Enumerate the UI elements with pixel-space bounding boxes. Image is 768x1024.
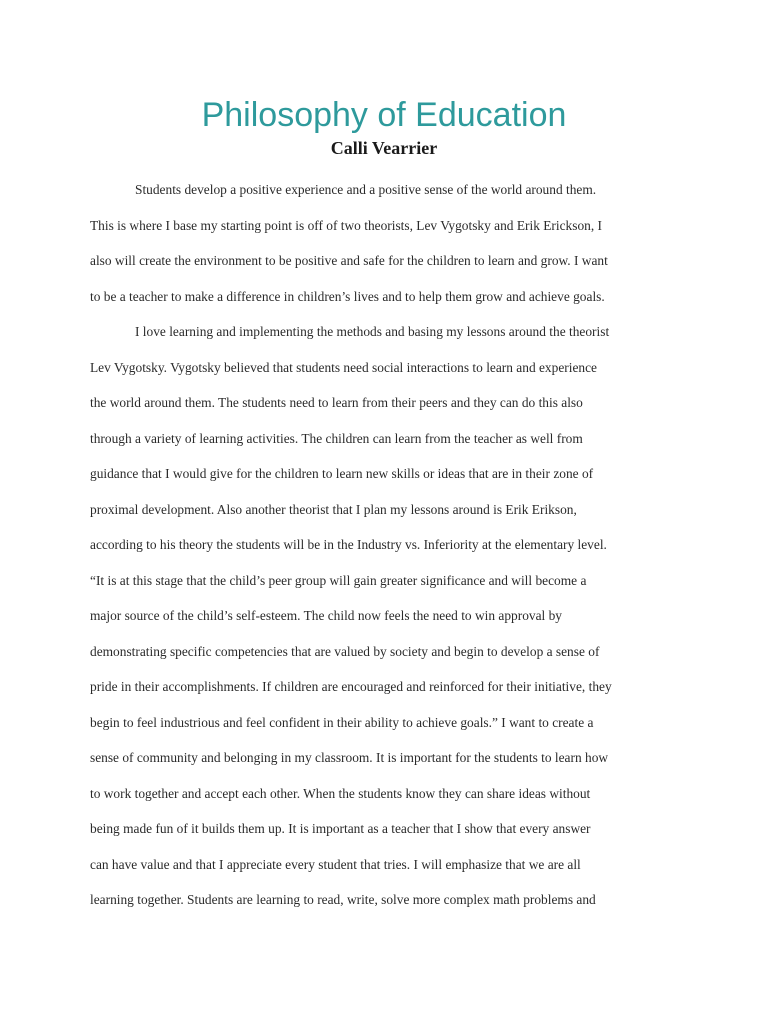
paragraph-2-line: to work together and accept each other. When the students know they can share ideas without — [90, 785, 591, 801]
paragraph-2-line: learning together. Students are learning to read, write, solve more complex math problems and — [90, 892, 596, 907]
paragraph-2-line: being made fun of it builds them up. It is important as a teacher that I show that every answer — [90, 821, 591, 836]
document-body — [90, 172, 680, 918]
paragraph-1-line: also will create the environment to be positive and safe for the children to learn and grow. I want — [90, 253, 608, 268]
paragraph-2-line: according to his theory the students will be in the Industry vs. Inferiority at the elementary level. — [90, 537, 607, 552]
document-title: Philosophy of Education — [201, 96, 567, 134]
paragraph-1-line: This is where I base my starting point is off of two theorists, Lev Vygotsky and Erik Erickson, I — [90, 217, 602, 233]
paragraph-2-line: proximal development. Also another theorist that I plan my lessons around is Erik Erikson, — [90, 501, 577, 517]
paragraph-2-line: through a variety of learning activities. The children can learn from the teacher as well from — [90, 430, 583, 446]
paragraph-2-line: can have value and that I appreciate every student that tries. I will emphasize that we are all — [90, 856, 581, 872]
paragraph-1-line: to be a teacher to make a difference in children’s lives and to help them grow and achieve goals. — [90, 288, 605, 304]
paragraph-1-line: Students develop a positive experience and a positive sense of the world around them. — [135, 182, 597, 197]
paragraph-2-line: guidance that I would give for the children to learn new skills or ideas that are in their zone of — [90, 466, 594, 481]
paragraph-2-line: the world around them. The students need to learn from their peers and they can do this also — [90, 395, 583, 410]
paragraph-2-line: begin to feel industrious and feel confident in their ability to achieve goals.” I want to create a — [90, 714, 594, 730]
document-author: Calli Vearrier — [330, 138, 438, 158]
paragraph-2-line: pride in their accomplishments. If children are encouraged and reinforced for their initiative, they — [90, 679, 612, 694]
paragraph-2-line: Lev Vygotsky. Vygotsky believed that students need social interactions to learn and experience — [90, 359, 597, 375]
paragraph-2-line: major source of the child’s self-esteem. The child now feels the need to win approval by — [90, 608, 562, 623]
paragraph-2-line: “It is at this stage that the child’s peer group will gain greater significance and will become a — [90, 572, 587, 588]
paragraph-2-line: demonstrating specific competencies that are valued by society and begin to develop a sense of — [90, 643, 600, 659]
paragraph-2-line: I love learning and implementing the methods and basing my lessons around the theorist — [135, 324, 610, 339]
paragraph-2-line: sense of community and belonging in my classroom. It is important for the students to learn how — [90, 750, 609, 765]
